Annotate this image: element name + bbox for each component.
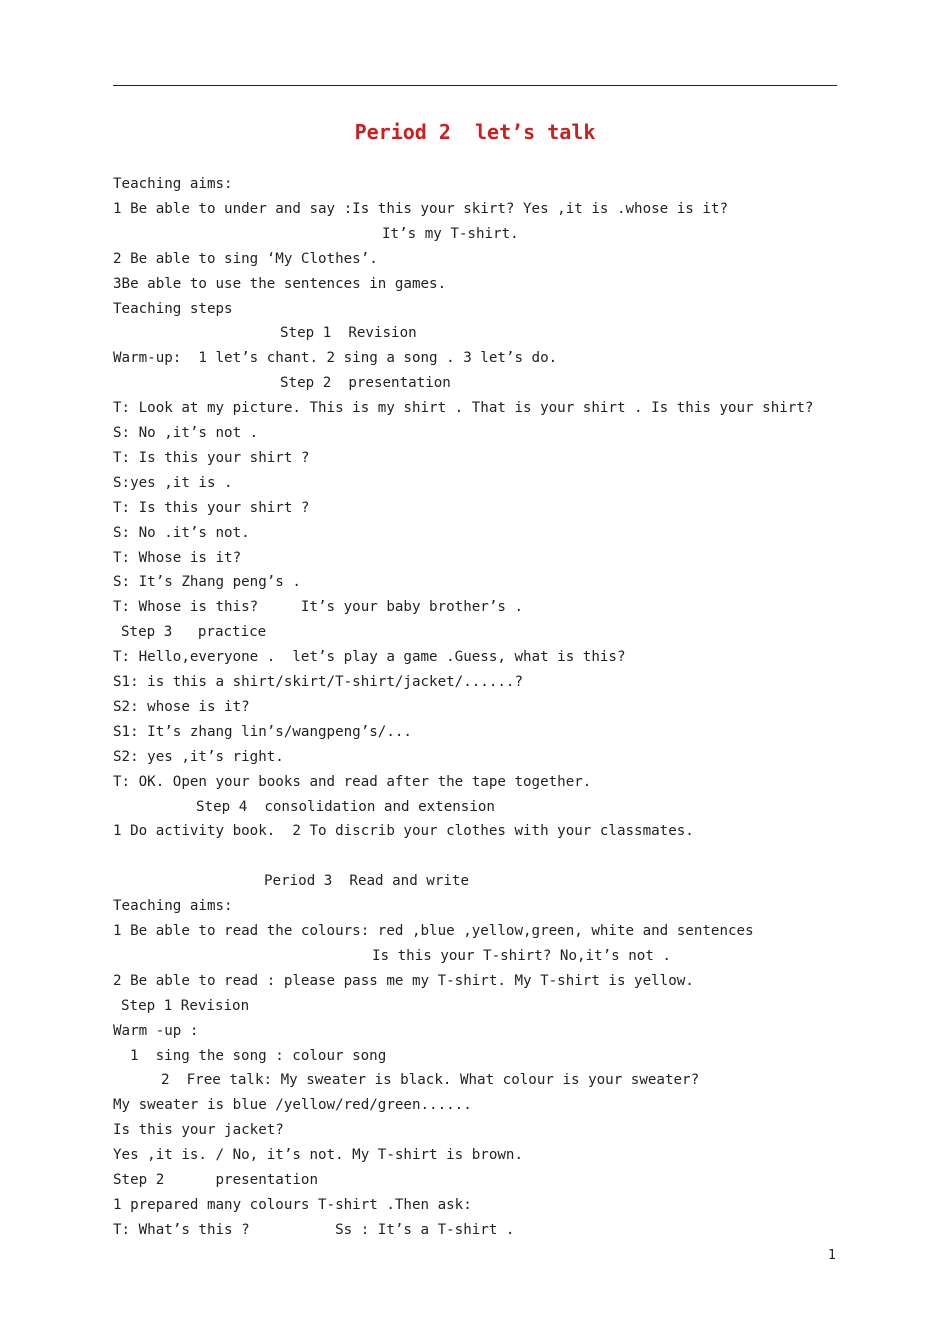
text-line: T: Look at my picture. This is my shirt . That is your shirt . Is this your shirt?: [113, 400, 814, 417]
text-line: 1 Do activity book. 2 To discrib your clothes with your classmates.: [113, 823, 694, 840]
text-line: Teaching aims:: [113, 176, 233, 192]
text-line: T: Hello,everyone . let’s play a game .Guess, what is this?: [113, 649, 626, 666]
text-line: Teaching aims:: [113, 898, 233, 915]
text-line: 2 Be able to sing ‘My Clothes’.: [113, 250, 378, 267]
text-line: It’s my T-shirt.: [382, 225, 519, 242]
text-line: Step 1 Revision: [121, 997, 250, 1014]
text-line: 1 prepared many colours T-shirt .Then ask:: [113, 1196, 472, 1213]
text-line: S2: yes ,it’s right.: [113, 748, 284, 765]
text-line: 1 Be able to read the colours: red ,blue ,yellow,green, white and sentences: [113, 923, 754, 939]
text-line: 1 sing the song : colour song: [130, 1047, 387, 1064]
text-line: Step 2 presentation: [280, 375, 451, 392]
text-line: S2: whose is it?: [113, 698, 250, 715]
text-line: 3Be able to use the sentences in games.: [113, 275, 447, 292]
text-line: T: Is this your shirt ?: [113, 499, 310, 516]
text-line: Step 3 practice: [121, 624, 267, 641]
text-line: Is this your T-shirt? No,it’s not .: [372, 947, 671, 964]
text-line: Is this your jacket?: [113, 1122, 284, 1139]
header-rule: [113, 85, 837, 86]
text-line: Warm-up: 1 let’s chant. 2 sing a song . 3 let’s do.: [113, 350, 558, 367]
text-line: Step 2 presentation: [113, 1172, 318, 1188]
text-line: S: No .it’s not.: [113, 524, 250, 541]
text-line: S: No ,it’s not .: [113, 425, 259, 441]
text-line: Period 3 Read and write: [264, 873, 469, 890]
text-line: 1 Be able to under and say :Is this your skirt? Yes ,it is .whose is it?: [113, 200, 728, 217]
text-line: Yes ,it is. / No, it’s not. My T-shirt is brown.: [113, 1147, 523, 1164]
text-line: Step 1 Revision: [280, 325, 417, 342]
text-line: 2 Be able to read : please pass me my T-shirt. My T-shirt is yellow.: [113, 972, 694, 989]
text-line: T: OK. Open your books and read after the tape together.: [113, 773, 592, 790]
text-line: T: Whose is this? It’s your baby brother’s .: [113, 599, 523, 616]
text-line: Teaching steps: [113, 300, 233, 317]
text-line: S: It’s Zhang peng’s .: [113, 574, 301, 591]
page-title: Period 2 let’s talk: [354, 120, 596, 144]
text-line: T: Whose is it?: [113, 549, 242, 566]
text-line: My sweater is blue /yellow/red/green......: [113, 1097, 472, 1114]
text-line: Step 4 consolidation and extension: [196, 798, 495, 815]
page-number: 1: [828, 1248, 836, 1263]
text-line: S:yes ,it is .: [113, 474, 233, 491]
text-line: S1: is this a shirt/skirt/T-shirt/jacket/......?: [113, 674, 523, 690]
text-line: T: What’s this ? Ss : It’s a T-shirt .: [113, 1221, 515, 1238]
text-line: Warm -up :: [113, 1022, 199, 1039]
text-line: T: Is this your shirt ?: [113, 449, 310, 466]
text-line: S1: It’s zhang lin’s/wangpeng’s/...: [113, 723, 412, 740]
text-line: 2 Free talk: My sweater is black. What colour is your sweater?: [161, 1072, 700, 1089]
